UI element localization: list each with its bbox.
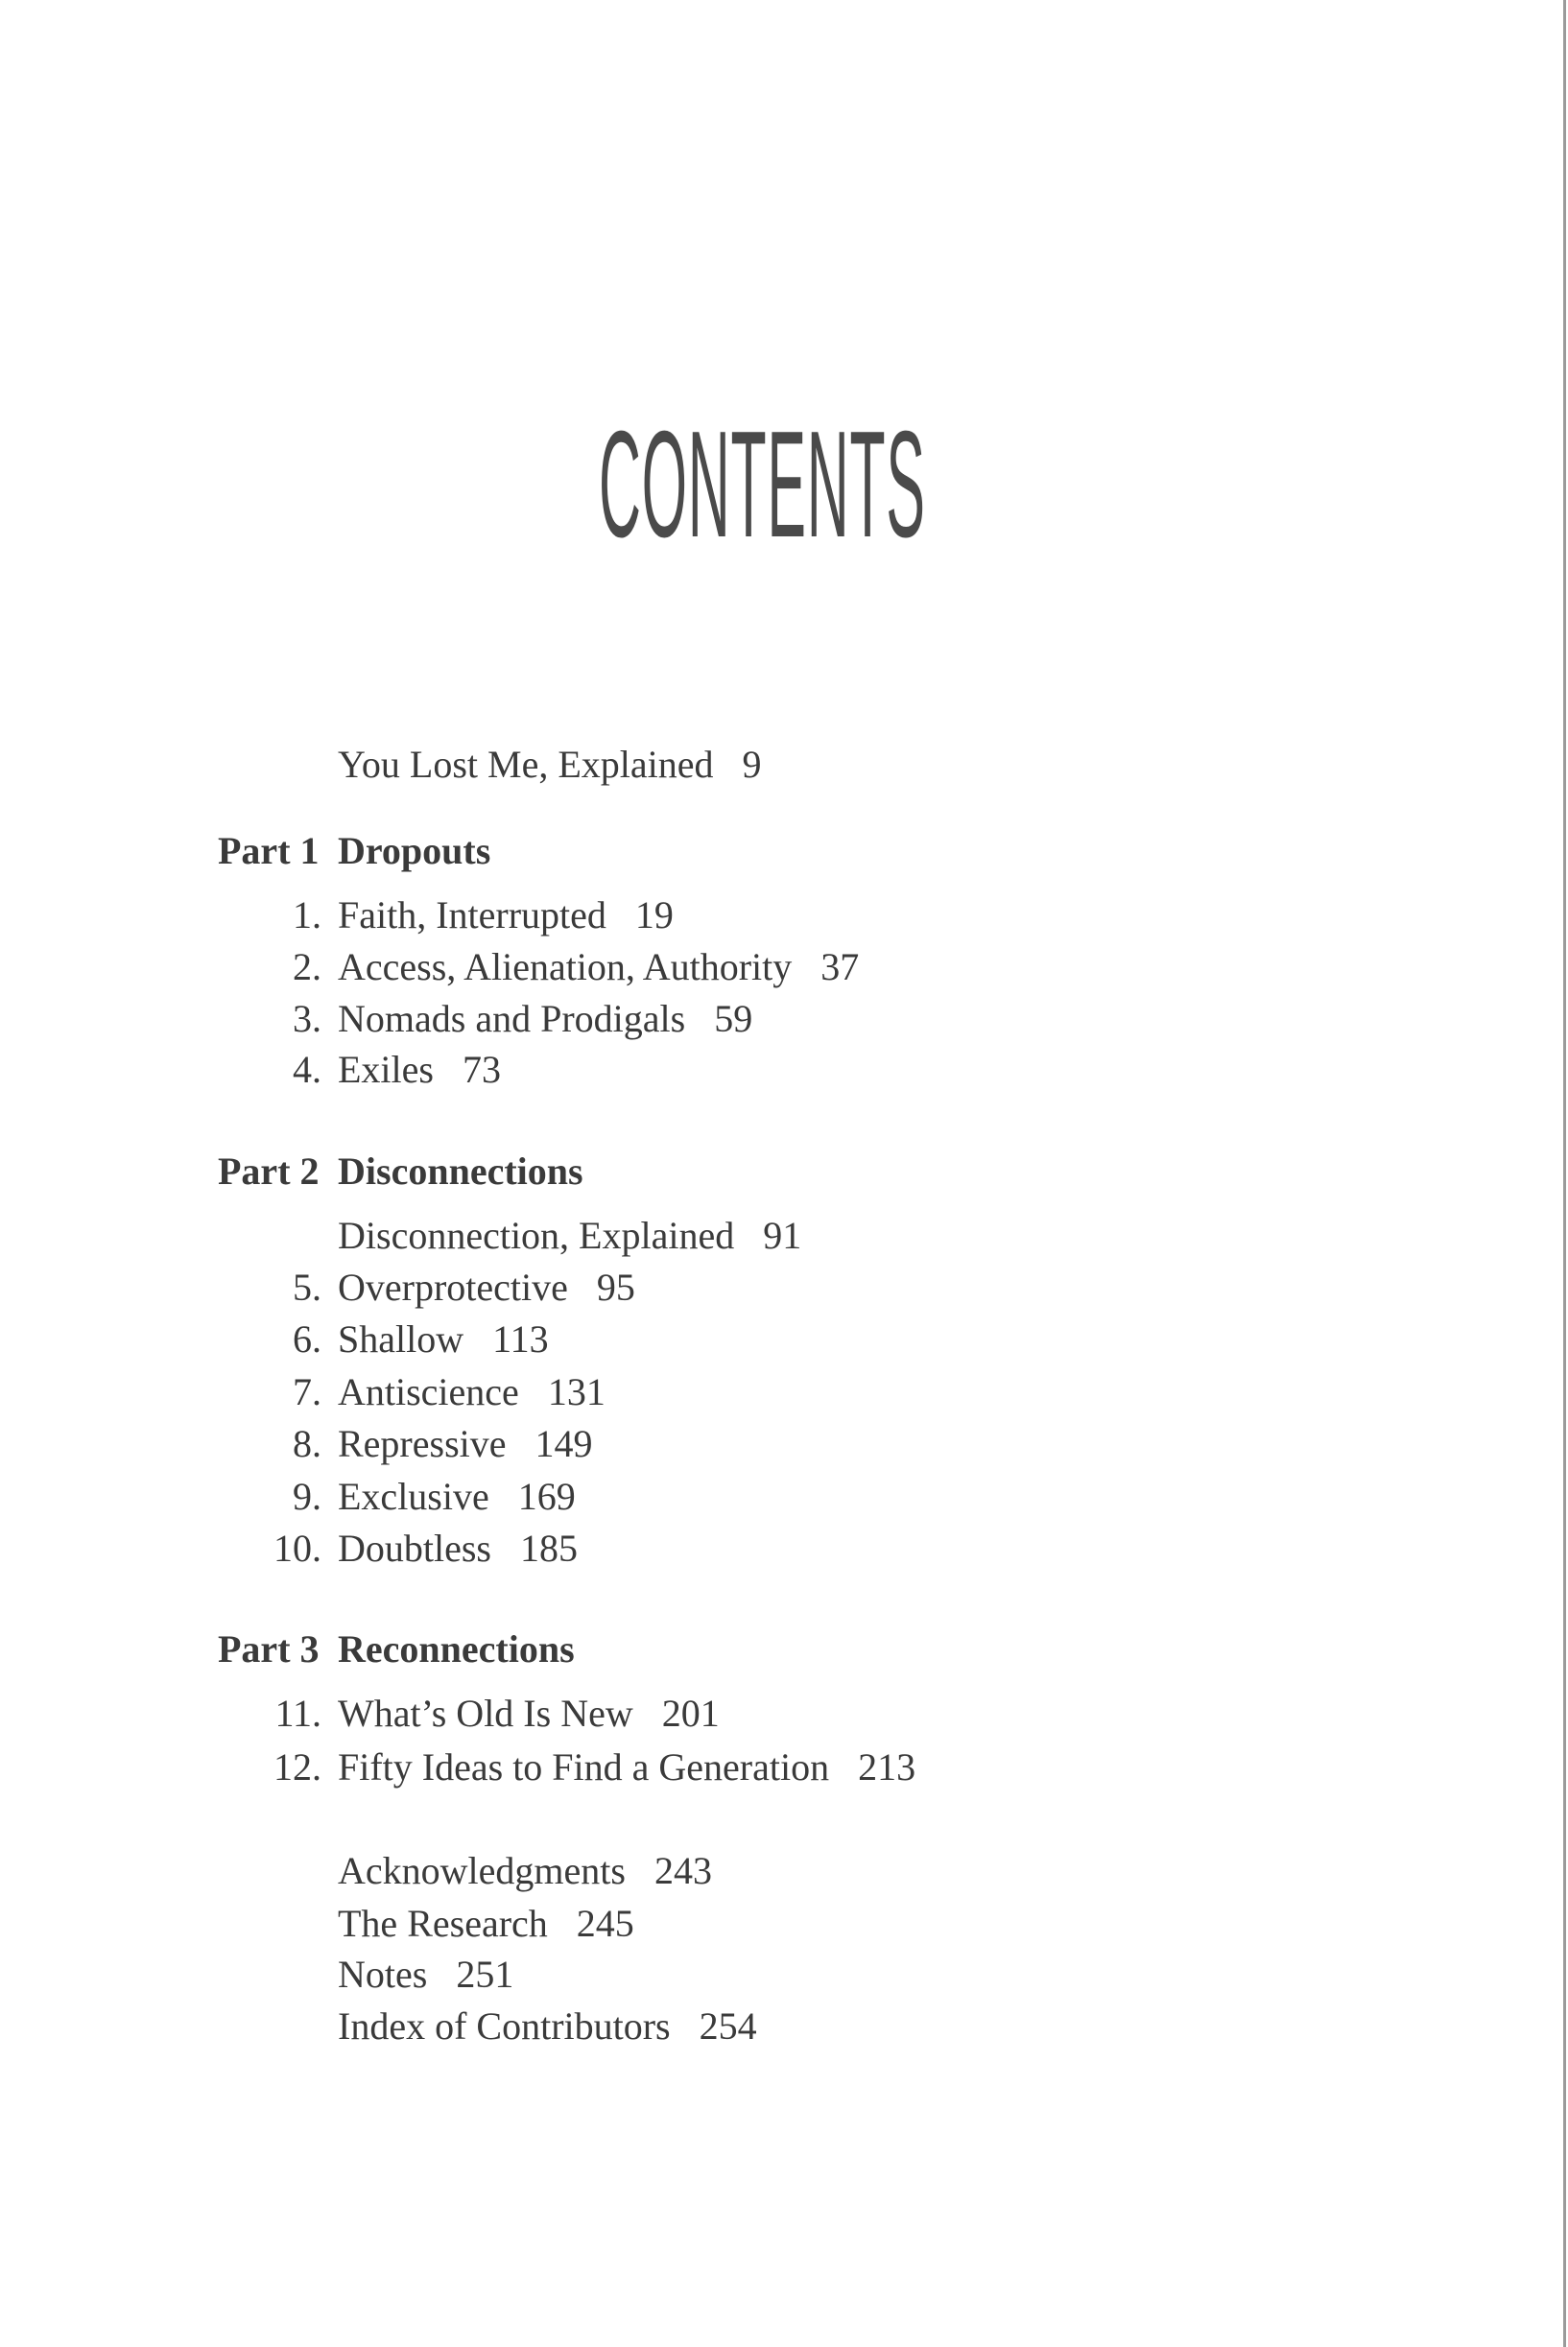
entry-label: You Lost Me, Explained	[338, 743, 714, 786]
entry-page: 113	[492, 1317, 549, 1361]
entry-page: 169	[517, 1475, 576, 1518]
entry-label: Faith, Interrupted	[338, 893, 606, 936]
part-label: Part 1	[218, 829, 320, 872]
entry-page: 243	[653, 1849, 712, 1892]
entry-page: 19	[634, 893, 674, 936]
page-edge	[1563, 0, 1566, 2347]
entry-page: 245	[576, 1902, 634, 1945]
entry-label: Acknowledgments	[338, 1849, 626, 1892]
entry-label: Shallow	[338, 1317, 464, 1361]
entry-number: 7.	[293, 1370, 321, 1413]
entry-page: 149	[535, 1422, 593, 1465]
entry-page: 201	[661, 1692, 720, 1735]
entry-number: 12.	[273, 1745, 321, 1789]
entry-number: 1.	[293, 893, 321, 936]
entry-number: 8.	[293, 1422, 321, 1465]
entry-page: 95	[596, 1266, 635, 1309]
entry-number: 2.	[293, 945, 321, 988]
entry-number: 3.	[293, 997, 321, 1040]
entry-number: 10.	[273, 1527, 321, 1570]
entry-number: 9.	[293, 1475, 321, 1518]
entry-label: Repressive	[338, 1422, 507, 1465]
entry-label: Overprotective	[338, 1266, 568, 1309]
entry-label: Index of Contributors	[338, 2004, 671, 2048]
part-title: Disconnections	[338, 1150, 583, 1193]
entry-number: 4.	[293, 1048, 321, 1091]
entry-page: 59	[714, 997, 753, 1040]
entry-page: 37	[820, 945, 860, 988]
entry-page: 73	[462, 1048, 501, 1091]
part-label: Part 3	[218, 1627, 320, 1671]
part-title: Dropouts	[338, 829, 491, 872]
entry-page: 185	[520, 1527, 578, 1570]
entry-label: Fifty Ideas to Find a Generation	[338, 1745, 830, 1789]
entry-page: 131	[547, 1370, 606, 1413]
entry-number: 11.	[274, 1692, 321, 1735]
entry-label: Exclusive	[338, 1475, 489, 1518]
entry-number: 6.	[293, 1317, 321, 1361]
entry-label: Exiles	[338, 1048, 434, 1091]
entry-label: What’s Old Is New	[338, 1692, 633, 1735]
entry-label: Notes	[338, 1953, 428, 1996]
entry-label: Antiscience	[338, 1370, 519, 1413]
entry-label: The Research	[338, 1902, 548, 1945]
entry-label: Doubtless	[338, 1527, 491, 1570]
entry-page: 251	[456, 1953, 514, 1996]
part-label: Part 2	[218, 1150, 320, 1193]
entry-label: Disconnection, Explained	[338, 1214, 735, 1257]
entry-label: Access, Alienation, Authority	[338, 945, 793, 988]
entry-page: 9	[742, 743, 762, 786]
entry-page: 254	[699, 2004, 757, 2048]
page-title: CONTENTS	[599, 400, 926, 569]
entry-number: 5.	[293, 1266, 321, 1309]
part-title: Reconnections	[338, 1627, 575, 1671]
entry-page: 91	[763, 1214, 802, 1257]
entry-label: Nomads and Prodigals	[338, 997, 686, 1040]
entry-page: 213	[858, 1745, 916, 1789]
